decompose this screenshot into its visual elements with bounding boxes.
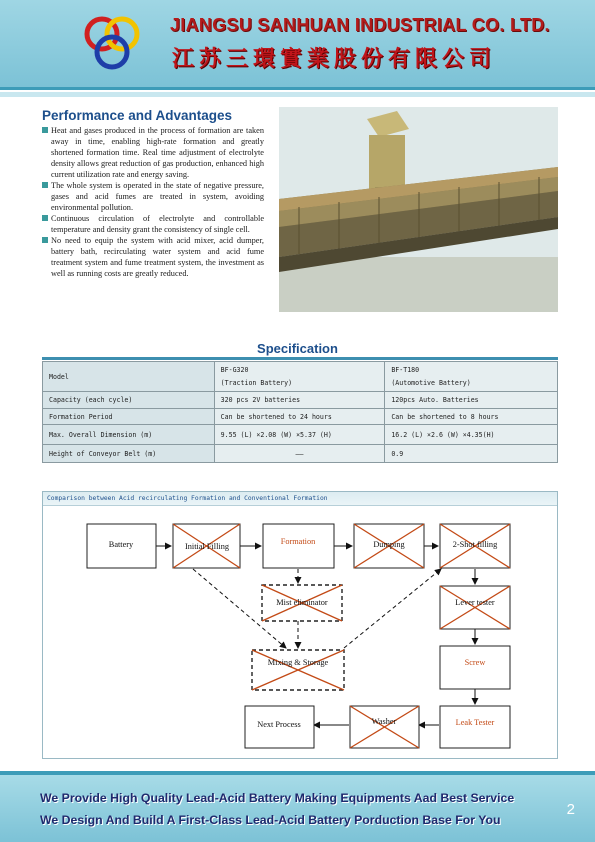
svg-text:Lever tester: Lever tester (455, 598, 495, 607)
square-bullet-icon (42, 237, 48, 243)
svg-text:Washer: Washer (371, 717, 397, 726)
svg-text:Dumping: Dumping (373, 540, 405, 549)
square-bullet-icon (42, 215, 48, 221)
svg-text:Mixing & Storage: Mixing & Storage (267, 658, 329, 667)
flow-node-mist-eliminator (262, 585, 342, 621)
table-cell: Capacity (each cycle) (43, 392, 215, 409)
page-footer (0, 771, 595, 842)
table-cell: Model (43, 362, 215, 392)
table-row (43, 392, 558, 409)
flow-node-battery (87, 524, 156, 568)
footer-slogan-1: We Provide High Quality Lead-Acid Battery Making Equipments Aad Best Service (40, 791, 515, 805)
flow-node-next-process (245, 706, 314, 748)
list-item: Heat and gases produced in the process of formation are taken away in time, enabling high-rate formation and greatly shortened formation time. Real time adjustment of electrolyte density allows great reduction of gas production, enhanced high current utilization rate and energy saving. (42, 125, 264, 180)
equipment-photo (279, 107, 558, 312)
three-rings-logo-icon (82, 12, 142, 74)
square-bullet-icon (42, 182, 48, 188)
flow-node-lever-tester (440, 586, 510, 629)
comparison-panel (42, 491, 558, 759)
table-cell: 0.9 (385, 445, 558, 463)
page-header (0, 0, 595, 90)
table-cell: Max. Overall Dimension (m) (43, 425, 215, 445)
table-cell: BF-G320 (Traction Battery) (214, 362, 385, 392)
flow-node-two-shot-filling (440, 524, 510, 568)
svg-text:2-Shot filling: 2-Shot filling (452, 540, 498, 549)
table-cell: 16.2 (L) ×2.6 (W) ×4.35(H) (385, 425, 558, 445)
flow-node-washer (350, 706, 419, 748)
company-name-chinese: 江苏三環實業股份有限公司 (172, 46, 497, 72)
svg-text:Mist eliminator: Mist eliminator (276, 598, 328, 607)
table-cell: Formation Period (43, 409, 215, 425)
table-row (43, 409, 558, 425)
flow-node-screw (440, 646, 510, 689)
list-item: Continuous circulation of electrolyte and controllable temperature and density grant the consistency of single cell. (42, 213, 264, 235)
footer-slogan-2: We Design And Build A First-Class Lead-Acid Battery Porduction Base For You (40, 813, 501, 827)
performance-title: Performance and Advantages (42, 108, 233, 123)
performance-list (42, 125, 264, 279)
table-row (43, 445, 558, 463)
comparison-title: Comparison between Acid recirculating Formation and Conventional Formation (43, 492, 557, 506)
header-divider (0, 92, 595, 97)
svg-text:Battery: Battery (108, 540, 134, 549)
square-bullet-icon (42, 127, 48, 133)
process-flow-diagram (43, 492, 559, 760)
flow-node-mixing-storage (252, 650, 344, 690)
specification-table (42, 361, 558, 463)
flow-node-formation (263, 524, 334, 568)
flow-node-leak-tester (440, 706, 510, 748)
svg-text:Next Process: Next Process (257, 720, 301, 729)
svg-text:Screw: Screw (464, 658, 486, 667)
table-cell: Height of Conveyor Belt (m) (43, 445, 215, 463)
svg-text:Initial Filling: Initial Filling (184, 542, 230, 551)
page-number: 2 (566, 801, 575, 818)
table-cell: —— (214, 445, 385, 463)
svg-text:Leak Tester: Leak Tester (455, 718, 495, 727)
specification-divider (42, 357, 558, 360)
table-cell: 120pcs Auto. Batteries (385, 392, 558, 409)
company-name-english: JIANGSU SANHUAN INDUSTRIAL CO. LTD. (170, 15, 550, 35)
svg-text:Formation: Formation (280, 537, 316, 546)
table-cell: 320 pcs 2V batteries (214, 392, 385, 409)
table-cell: Can be shortened to 24 hours (214, 409, 385, 425)
table-cell: 9.55 (L) ×2.08 (W) ×5.37 (H) (214, 425, 385, 445)
table-row (43, 425, 558, 445)
flow-node-dumping (354, 524, 424, 568)
table-cell: BF-T180 (Automotive Battery) (385, 362, 558, 392)
specification-title: Specification (257, 341, 338, 356)
table-cell: Can be shortened to 8 hours (385, 409, 558, 425)
flow-node-initial-filling (173, 524, 240, 568)
list-item: No need to equip the system with acid mixer, acid dumper, battery bath, recirculating water system and acid fume treatment system and fume treatment system, the investment as well as running costs are greatly reduced. (42, 235, 264, 279)
list-item: The whole system is operated in the state of negative pressure, gases and acid fumes are treated in system, avoiding environmental pollution. (42, 180, 264, 213)
table-row (43, 362, 558, 392)
